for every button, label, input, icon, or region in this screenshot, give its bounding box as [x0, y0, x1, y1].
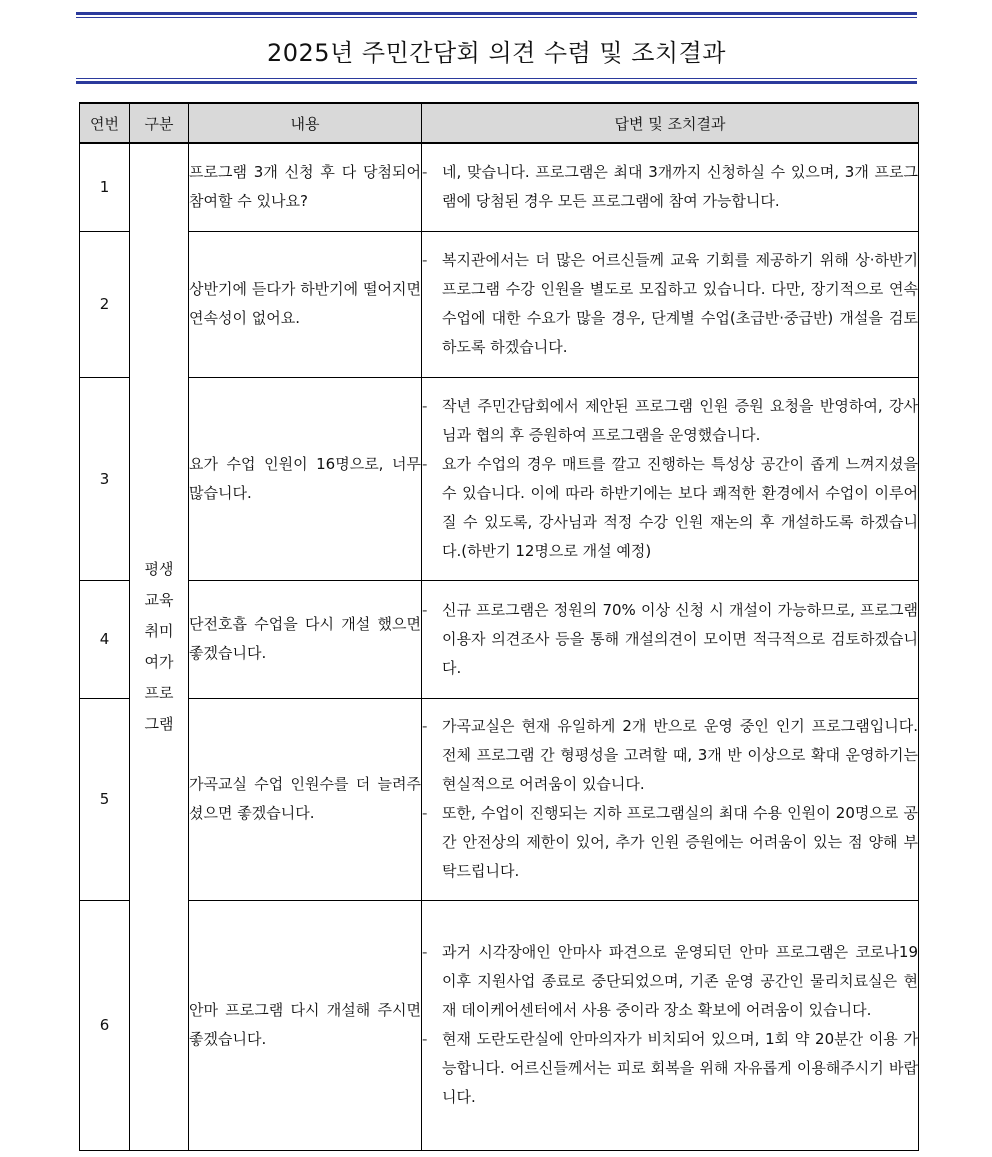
answer-text: 복지관에서는 더 많은 어르신들께 교육 기회를 제공하기 위해 상·하반기 프로그램 수강 인원을 별도로 모집하고 있습니다. 다만, 장기적으로 연속 수업에 대한 수요가 많을 경우, 단계별 수업(초급반·중급반) 개설을 검토하도록 하겠습니다. — [442, 251, 918, 356]
question-text: 요가 수업 인원이 16명으로, 너무 많습니다. — [189, 377, 422, 580]
header-answer: 답변 및 조치결과 — [422, 103, 919, 143]
table-header-row — [80, 103, 919, 143]
title-rule-bottom-thin — [76, 78, 917, 79]
answer-cell — [422, 580, 919, 698]
answer-item: - 복지관에서는 더 많은 어르신들께 교육 기회를 제공하기 위해 상·하반기 프로그램 수강 인원을 별도로 모집하고 있습니다. 다만, 장기적으로 연속 수업에 대한 수요가 많을 경우, 단계별 수업(초급반·중급반) 개설을 검토하도록 하겠습니다. — [422, 246, 918, 362]
answer-text: 네, 맞습니다. 프로그램은 최대 3개까지 신청하실 수 있으며, 3개 프로그램에 당첨된 경우 모든 프로그램에 참여 가능합니다. — [442, 163, 918, 211]
category-line: 프로 — [144, 683, 174, 702]
category-line: 취미 — [144, 621, 174, 640]
answer-text: 신규 프로그램은 정원의 70% 이상 신청 시 개설이 가능하므로, 프로그램 이용자 의견조사 등을 통해 개설의견이 모이면 적극적으로 검토하겠습니다. — [442, 600, 918, 677]
header-category: 구분 — [130, 103, 189, 143]
category-cell — [130, 143, 189, 1150]
question-text: 상반기에 듣다가 하반기에 떨어지면 연속성이 없어요. — [189, 231, 422, 377]
answer-text: 가곡교실은 현재 유일하게 2개 반으로 운영 중인 인기 프로그램입니다. 전체 프로그램 간 형평성을 고려할 때, 3개 반 이상으로 확대 운영하기는 현실적으로 어려움이 있습니다. — [442, 717, 918, 793]
title-box — [76, 12, 917, 84]
answer-text: 또한, 수업이 진행되는 지하 프로그램실의 최대 수용 인원이 20명으로 공간 안전상의 제한이 있어, 추가 인원 증원에는 어려움이 있는 점 양해 부탁드립니다. — [442, 804, 918, 880]
answer-cell — [422, 900, 919, 1150]
title-rule-top-thick — [76, 12, 917, 15]
row-number: 2 — [80, 231, 130, 377]
answer-item: - 과거 시각장애인 안마사 파견으로 운영되던 안마 프로그램은 코로나19 이후 지원사업 종료로 중단되었으며, 기존 운영 공간인 물리치료실은 현재 데이케어센터에서 사용 중이라 장소 확보에 어려움이 있습니다. — [422, 938, 918, 1025]
answer-text: 현재 도란도란실에 안마의자가 비치되어 있으며, 1회 약 20분간 이용 가능합니다. 어르신들께서는 피로 회복을 위해 자유롭게 이용해주시기 바랍니다. — [442, 1030, 918, 1106]
answer-cell — [422, 377, 919, 580]
answer-item: - 또한, 수업이 진행되는 지하 프로그램실의 최대 수용 인원이 20명으로 공간 안전상의 제한이 있어, 추가 인원 증원에는 어려움이 있는 점 양해 부탁드립니다. — [422, 799, 918, 886]
answer-item: - 현재 도란도란실에 안마의자가 비치되어 있으며, 1회 약 20분간 이용 가능합니다. 어르신들께서는 피로 회복을 위해 자유롭게 이용해주시기 바랍니다. — [422, 1025, 918, 1112]
answer-item: - 신규 프로그램은 정원의 70% 이상 신청 시 개설이 가능하므로, 프로그램 이용자 의견조사 등을 통해 개설의견이 모이면 적극적으로 검토하겠습니다. — [422, 596, 918, 683]
row-number: 4 — [80, 580, 130, 698]
table-row — [80, 900, 919, 1150]
table-row — [80, 580, 919, 698]
answer-item: - 작년 주민간담회에서 제안된 프로그램 인원 증원 요청을 반영하여, 강사님과 협의 후 증원하여 프로그램을 운영했습니다. — [422, 392, 918, 450]
title-rule-top-thin — [76, 17, 917, 18]
question-text: 단전호흡 수업을 다시 개설 했으면 좋겠습니다. — [189, 580, 422, 698]
page-title: 2025년 주민간담회 의견 수렴 및 조치결과 — [267, 39, 726, 67]
table-row — [80, 377, 919, 580]
row-number: 1 — [80, 143, 130, 231]
category-line: 교육 — [144, 590, 174, 609]
table-row — [80, 143, 919, 231]
table-row — [80, 231, 919, 377]
table-row — [80, 698, 919, 900]
answer-text: 요가 수업의 경우 매트를 깔고 진행하는 특성상 공간이 좁게 느껴지셨을 수 있습니다. 이에 따라 하반기에는 보다 쾌적한 환경에서 수업이 이루어질 수 있도록, 강사님과 적정 수강 인원 재논의 후 개설하도록 하겠습니다.(하반기 12명으로 개설 예정) — [442, 454, 918, 560]
answer-cell — [422, 698, 919, 900]
category-line: 여가 — [144, 652, 174, 671]
answer-text: 과거 시각장애인 안마사 파견으로 운영되던 안마 프로그램은 코로나19 이후 지원사업 종료로 중단되었으며, 기존 운영 공간인 물리치료실은 현재 데이케어센터에서 사용 중이라 장소 확보에 어려움이 있습니다. — [442, 943, 918, 1019]
answer-item: - 요가 수업의 경우 매트를 깔고 진행하는 특성상 공간이 좁게 느껴지셨을 수 있습니다. 이에 따라 하반기에는 보다 쾌적한 환경에서 수업이 이루어질 수 있도록, 강사님과 적정 수강 인원 재논의 후 개설하도록 하겠습니다.(하반기 12명으로 개설 예정) — [422, 450, 918, 566]
row-number: 6 — [80, 900, 130, 1150]
category-line: 그램 — [144, 714, 174, 733]
title-rule-bottom-thick — [76, 81, 917, 84]
header-content: 내용 — [189, 103, 422, 143]
answer-cell — [422, 231, 919, 377]
answer-cell — [422, 143, 919, 231]
feedback-table — [79, 102, 919, 1151]
answer-item: - 가곡교실은 현재 유일하게 2개 반으로 운영 중인 인기 프로그램입니다. 전체 프로그램 간 형평성을 고려할 때, 3개 반 이상으로 확대 운영하기는 현실적으로 어려움이 있습니다. — [422, 712, 918, 799]
row-number: 5 — [80, 698, 130, 900]
answer-item: - 네, 맞습니다. 프로그램은 최대 3개까지 신청하실 수 있으며, 3개 프로그램에 당첨된 경우 모든 프로그램에 참여 가능합니다. — [422, 158, 918, 216]
answer-text: 작년 주민간담회에서 제안된 프로그램 인원 증원 요청을 반영하여, 강사님과 협의 후 증원하여 프로그램을 운영했습니다. — [442, 396, 918, 444]
category-line: 평생 — [144, 559, 174, 578]
header-num: 연번 — [80, 103, 130, 143]
row-number: 3 — [80, 377, 130, 580]
question-text: 가곡교실 수업 인원수를 더 늘려주셨으면 좋겠습니다. — [189, 698, 422, 900]
question-text: 안마 프로그램 다시 개설해 주시면 좋겠습니다. — [189, 900, 422, 1150]
question-text: 프로그램 3개 신청 후 다 당첨되어 참여할 수 있나요? — [189, 143, 422, 231]
